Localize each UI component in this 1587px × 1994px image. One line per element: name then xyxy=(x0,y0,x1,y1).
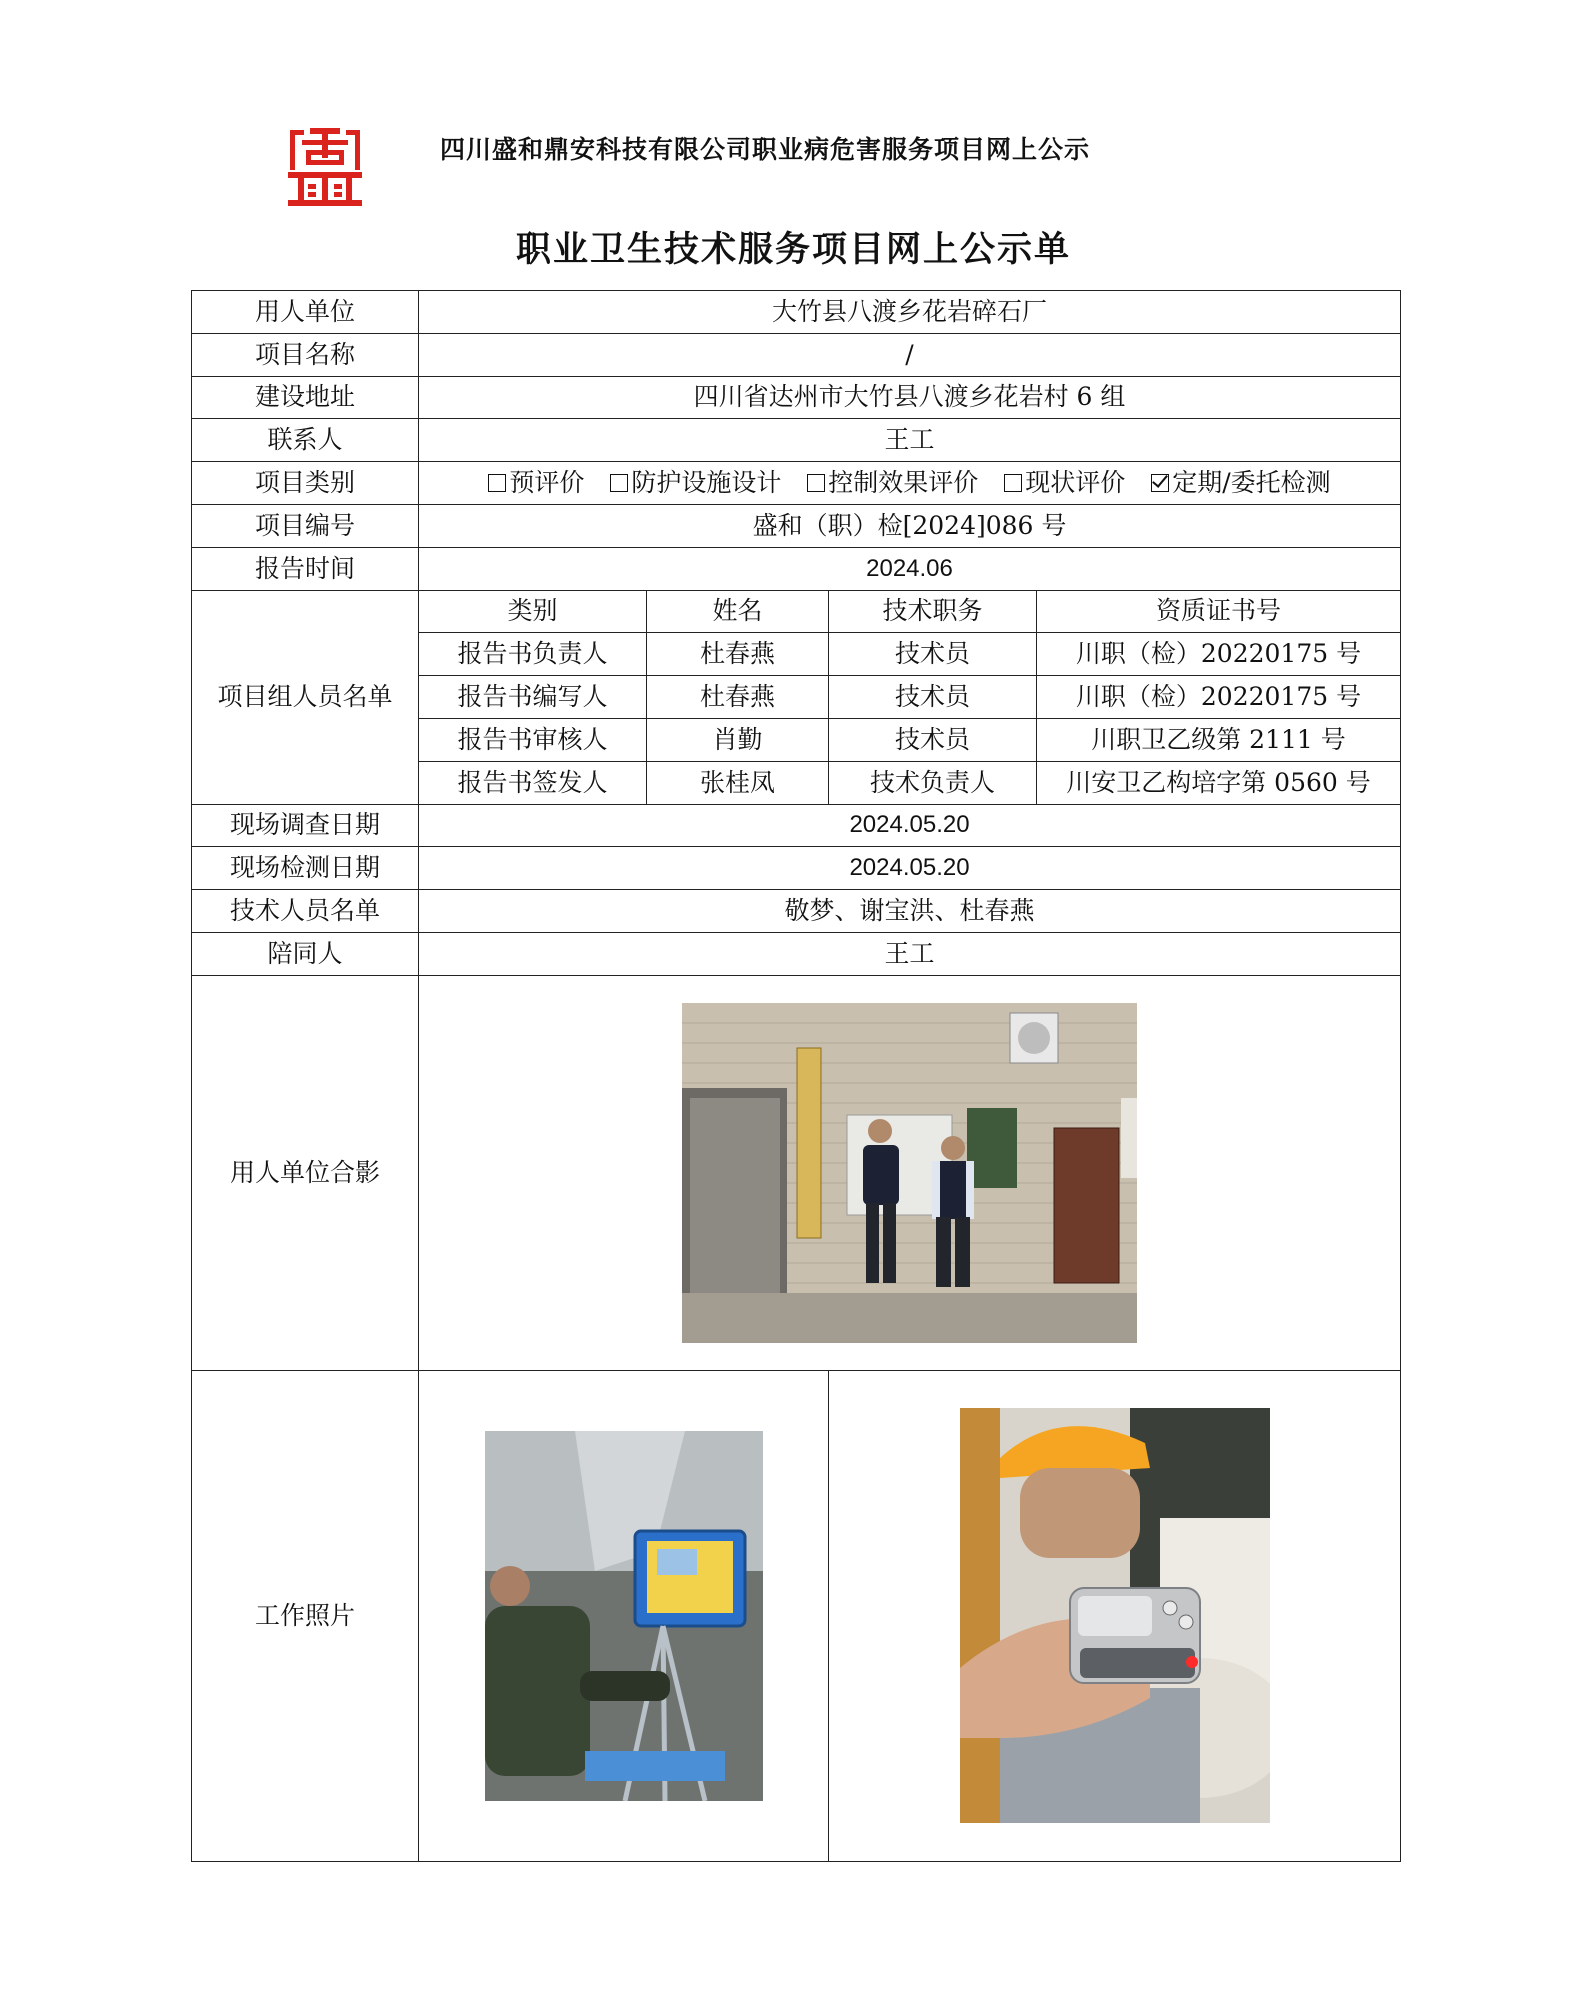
value-contact: 王工 xyxy=(419,419,1401,462)
label-category: 项目类别 xyxy=(192,462,419,505)
label-survey-date: 现场调查日期 xyxy=(192,804,419,847)
team-cell-title: 技术员 xyxy=(829,718,1037,761)
team-cell-name: 杜春燕 xyxy=(647,676,829,719)
row-report-time xyxy=(192,547,1401,590)
team-cell-certificate: 川职卫乙级第 2111 号 xyxy=(1037,718,1401,761)
label-contact: 联系人 xyxy=(192,419,419,462)
value-test-date: 2024.05.20 xyxy=(419,847,1401,890)
label-address: 建设地址 xyxy=(192,376,419,419)
team-cell-title: 技术员 xyxy=(829,633,1037,676)
label-project-no: 项目编号 xyxy=(192,504,419,547)
label-work-photos: 工作照片 xyxy=(192,1370,419,1861)
value-report-time: 2024.06 xyxy=(419,547,1401,590)
row-project-name xyxy=(192,333,1401,376)
team-header-row xyxy=(192,590,1401,633)
row-category xyxy=(192,462,1401,505)
team-cell-title: 技术负责人 xyxy=(829,761,1037,804)
team-header-certificate: 资质证书号 xyxy=(1037,590,1401,633)
team-cell-name: 张桂凤 xyxy=(647,761,829,804)
row-accompany xyxy=(192,932,1401,975)
team-cell-role: 报告书负责人 xyxy=(419,633,647,676)
group-photo-image xyxy=(682,1003,1137,1343)
option-protection-design: 防护设施设计 xyxy=(610,469,781,497)
team-cell-certificate: 川安卫乙构培字第 0560 号 xyxy=(1037,761,1401,804)
label-project-name: 项目名称 xyxy=(192,333,419,376)
row-employer xyxy=(192,291,1401,334)
label-team: 项目组人员名单 xyxy=(192,590,419,804)
option-control-effect: 控制效果评价 xyxy=(807,469,978,497)
work-photo-sampler-image xyxy=(485,1431,763,1801)
team-cell-certificate: 川职（检）20220175 号 xyxy=(1037,676,1401,719)
row-survey-date xyxy=(192,804,1401,847)
row-contact xyxy=(192,419,1401,462)
row-test-date xyxy=(192,847,1401,890)
checkbox-icon xyxy=(610,474,628,492)
work-photo-cell-right xyxy=(829,1370,1401,1861)
option-pre-evaluation: 预评价 xyxy=(488,469,584,497)
value-employer: 大竹县八渡乡花岩碎石厂 xyxy=(419,291,1401,334)
label-test-date: 现场检测日期 xyxy=(192,847,419,890)
checkbox-icon xyxy=(488,474,506,492)
label-report-time: 报告时间 xyxy=(192,547,419,590)
team-cell-role: 报告书签发人 xyxy=(419,761,647,804)
team-header-category: 类别 xyxy=(419,590,647,633)
work-photo-cell-left xyxy=(419,1370,829,1861)
checkbox-icon xyxy=(1004,474,1022,492)
row-technicians xyxy=(192,890,1401,933)
team-cell-name: 肖勤 xyxy=(647,718,829,761)
label-technicians: 技术人员名单 xyxy=(192,890,419,933)
team-cell-title: 技术员 xyxy=(829,676,1037,719)
team-cell-name: 杜春燕 xyxy=(647,633,829,676)
value-address: 四川省达州市大竹县八渡乡花岩村 6 组 xyxy=(419,376,1401,419)
team-header-title: 技术职务 xyxy=(829,590,1037,633)
value-survey-date: 2024.05.20 xyxy=(419,804,1401,847)
option-status-evaluation: 现状评价 xyxy=(1004,469,1125,497)
row-work-photos xyxy=(192,1370,1401,1861)
value-project-name: / xyxy=(419,333,1401,376)
option-periodic-testing: 定期/委托检测 xyxy=(1151,469,1330,497)
group-photo-cell xyxy=(419,975,1401,1370)
page-header xyxy=(0,0,1587,220)
team-cell-role: 报告书审核人 xyxy=(419,718,647,761)
label-group-photo: 用人单位合影 xyxy=(192,975,419,1370)
value-project-no: 盛和（职）检[2024]086 号 xyxy=(419,504,1401,547)
document-title: 职业卫生技术服务项目网上公示单 xyxy=(515,229,1071,270)
row-group-photo xyxy=(192,975,1401,1370)
label-employer: 用人单位 xyxy=(192,291,419,334)
row-project-no xyxy=(192,504,1401,547)
category-options xyxy=(419,462,1401,505)
shenghe-seal-logo xyxy=(288,128,362,206)
label-accompany: 陪同人 xyxy=(192,932,419,975)
row-address xyxy=(192,376,1401,419)
work-photo-meter-image xyxy=(960,1408,1270,1823)
checked-checkbox-icon xyxy=(1151,474,1169,492)
company-title: 四川盛和鼎安科技有限公司职业病危害服务项目网上公示 xyxy=(440,135,1091,164)
team-cell-role: 报告书编写人 xyxy=(419,676,647,719)
value-accompany: 王工 xyxy=(419,932,1401,975)
disclosure-table xyxy=(191,290,1401,1862)
team-header-name: 姓名 xyxy=(647,590,829,633)
team-cell-certificate: 川职（检）20220175 号 xyxy=(1037,633,1401,676)
value-technicians: 敬梦、谢宝洪、杜春燕 xyxy=(419,890,1401,933)
checkbox-icon xyxy=(807,474,825,492)
